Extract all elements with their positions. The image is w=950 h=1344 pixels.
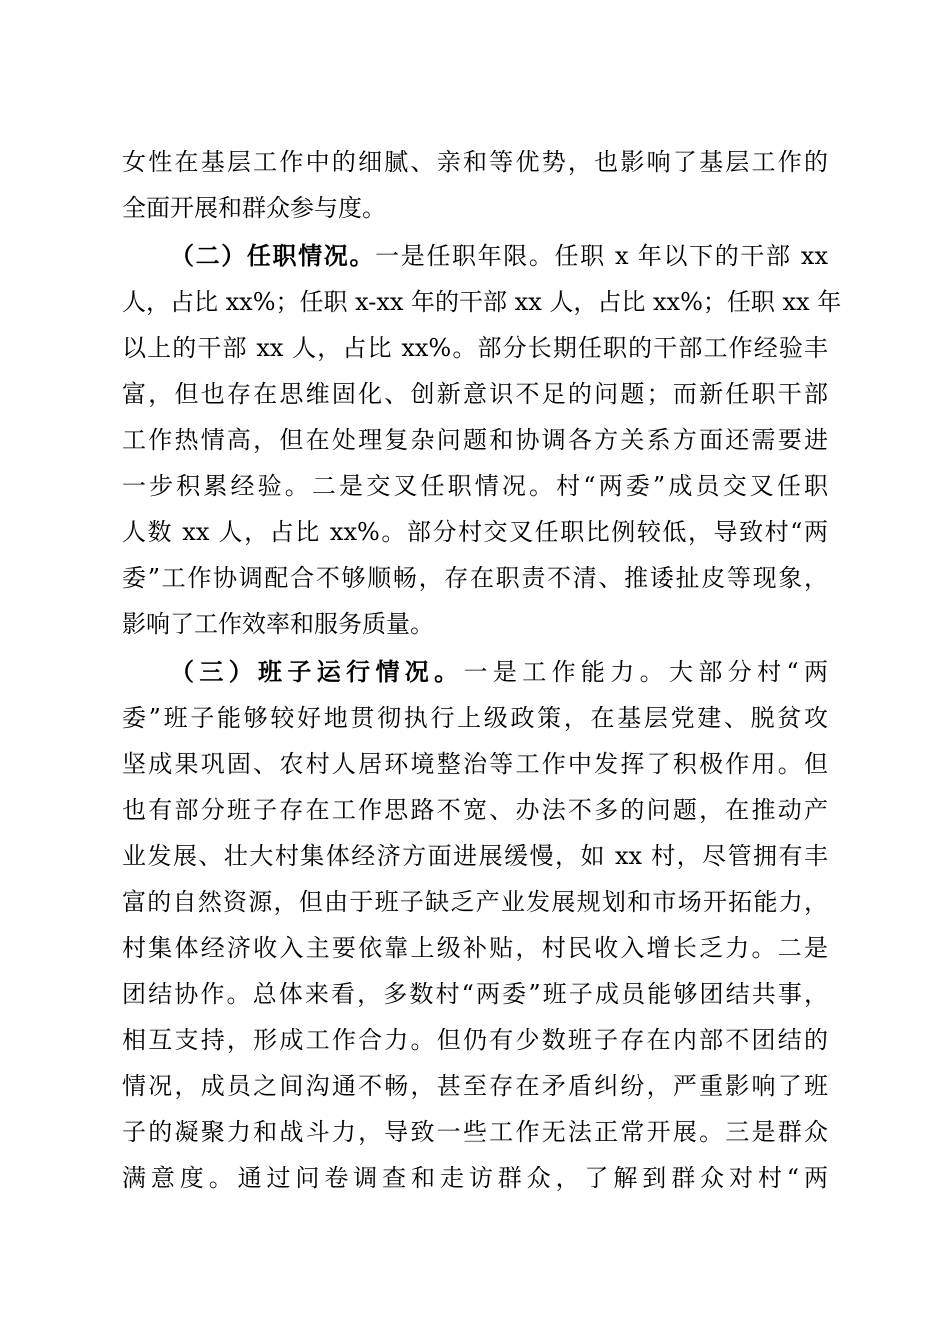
paragraph-3-line-8: 团结协作。总体来看，多数村“两委”班子成员能够团结共事， xyxy=(122,980,828,1008)
paragraph-3-line-1 xyxy=(170,650,828,694)
paragraph-2-line-7: 人数 xx 人，占比 xx%。部分村交叉任职比例较低，导致村“两 xyxy=(122,518,828,546)
paragraph-3-line-6: 富的自然资源，但由于班子缺乏产业发展规划和市场开拓能力， xyxy=(122,888,828,916)
paragraph-3-line-5: 业发展、壮大村集体经济方面进展缓慢，如 xx 村，尽管拥有丰 xyxy=(122,842,828,870)
paragraph-1-line-2: 全面开展和群众参与度。 xyxy=(122,194,386,222)
paragraph-3-line-2: 委”班子能够较好地贯彻执行上级政策，在基层党建、脱贫攻 xyxy=(122,704,828,732)
paragraph-3-line-12: 满意度。通过问卷调查和走访群众，了解到群众对村“两 xyxy=(122,1164,828,1192)
paragraph-3-line-1-text: 一是工作能力。大部分村“两 xyxy=(463,658,828,686)
paragraph-3-line-9: 相互支持，形成工作合力。但仍有少数班子存在内部不团结的 xyxy=(122,1026,828,1054)
paragraph-2-line-5: 工作热情高，但在处理复杂问题和协调各方关系方面还需要进 xyxy=(122,426,828,454)
paragraph-1-line-1: 女性在基层工作中的细腻、亲和等优势，也影响了基层工作的 xyxy=(122,148,828,176)
paragraph-2-line-4: 富，但也存在思维固化、创新意识不足的问题；而新任职干部 xyxy=(122,380,828,408)
paragraph-2-line-9: 影响了工作效率和服务质量。 xyxy=(122,610,434,638)
paragraph-2-line-2: 人，占比 xx%；任职 x-xx 年的干部 xx 人，占比 xx%；任职 xx 年 xyxy=(122,288,842,316)
paragraph-3-line-10: 情况，成员之间沟通不畅，甚至存在矛盾纠纷，严重影响了班 xyxy=(122,1072,828,1100)
paragraph-3-line-4: 也有部分班子存在工作思路不宽、办法不多的问题，在推动产 xyxy=(122,796,828,824)
paragraph-2-line-6: 一步积累经验。二是交叉任职情况。村“两委”成员交叉任职 xyxy=(122,472,828,500)
paragraph-3-line-11: 子的凝聚力和战斗力，导致一些工作无法正常开展。三是群众 xyxy=(122,1118,828,1146)
paragraph-2-line-1-text: 一是任职年限。任职 x 年以下的干部 xx xyxy=(375,242,828,270)
paragraph-3-heading: （三）班子运行情况。 xyxy=(170,657,464,686)
paragraph-2-line-3: 以上的干部 xx 人，占比 xx%。部分长期任职的干部工作经验丰 xyxy=(122,334,828,362)
paragraph-2-heading: （二）任职情况。 xyxy=(170,241,376,270)
paragraph-2-line-1 xyxy=(170,234,828,278)
paragraph-3-line-3: 坚成果巩固、农村人居环境整治等工作中发挥了积极作用。但 xyxy=(122,750,828,778)
paragraph-3-line-7: 村集体经济收入主要依靠上级补贴，村民收入增长乏力。二是 xyxy=(122,934,828,962)
paragraph-2-line-8: 委”工作协调配合不够顺畅，存在职责不清、推诿扯皮等现象， xyxy=(122,564,828,592)
